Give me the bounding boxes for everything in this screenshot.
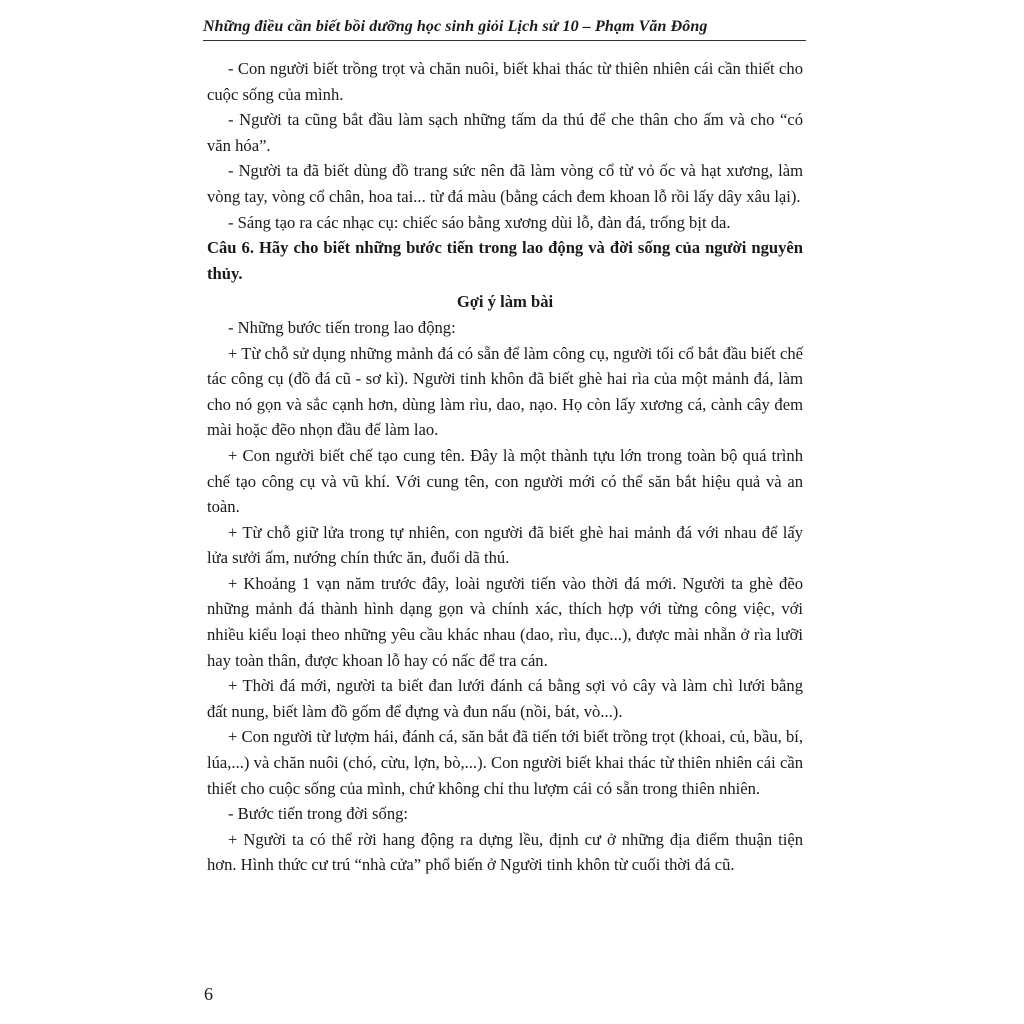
answer-subheading: Gợi ý làm bài [456,292,554,312]
paragraph: - Con người biết trồng trọt và chăn nuôi, biết khai thác từ thiên nhiên cái cần thiết cho cuộc sống của mình. [207,59,803,104]
page-body [207,56,803,878]
answer-paragraph: + Từ chỗ giữ lửa trong tự nhiên, con người đã biết ghè hai mảnh đá với nhau để lấy lửa sưởi ấm, nướng chín thức ăn, đuổi dã thú. [207,522,803,568]
answer-paragraph: + Con người biết chế tạo cung tên. Đây là một thành tựu lớn trong toàn bộ quá trình chế tạo công cụ và vũ khí. Với cung tên, con người mới có thể săn bắt hiệu quả và an toàn. [207,445,803,517]
answer-paragraph: - Những bước tiến trong lao động: [228,317,456,337]
question-heading: Câu 6. Hãy cho biết những bước tiến trong lao động và đời sống của người nguyên thủy. [207,238,803,283]
running-header: Những điều cần biết bồi dưỡng học sinh giỏi Lịch sử 10 – Phạm Văn Đông [203,18,806,41]
answer-paragraph: + Từ chỗ sử dụng những mảnh đá có sẵn để làm công cụ, người tối cổ bắt đầu biết chế tác công cụ (đồ đá cũ - sơ kì). Người tinh khôn đã biết ghè hai rìa của một mảnh đá, làm cho nó gọn và sắc cạnh hơn, dùng làm rìu, dao, nạo. Họ còn lấy xương cá, cành cây đem mài hoặc đẽo nhọn đầu để làm lao. [207,343,803,440]
paragraph: - Sáng tạo ra các nhạc cụ: chiếc sáo bằng xương dùi lỗ, đàn đá, trống bịt da. [228,212,731,232]
answer-paragraph: - Bước tiến trong đời sống: [228,804,409,824]
answer-paragraph: + Khoảng 1 vạn năm trước đây, loài người tiến vào thời đá mới. Người ta ghè đẽo những mảnh đá thành hình dạng gọn và chính xác, thích hợp với từng công việc, với nhiều kiểu loại theo những yêu cầu khác nhau (dao, rìu, đục...), được mài nhẵn ở rìa lưỡi hay toàn thân, được khoan lỗ hay có nấc để tra cán. [207,573,803,670]
answer-paragraph: + Thời đá mới, người ta biết đan lưới đánh cá bằng sợi vỏ cây và làm chì lưới bằng đất nung, biết làm đồ gốm để đựng và đun nấu (nồi, bát, vò...). [207,676,803,721]
paragraph: - Người ta cũng bắt đầu làm sạch những tấm da thú để che thân cho ấm và cho “có văn hóa”. [207,110,803,155]
answer-paragraph: + Con người từ lượm hái, đánh cá, săn bắt đã tiến tới biết trồng trọt (khoai, củ, bầu, bí, lúa,...) và chăn nuôi (chó, cừu, lợn, bò,...). Con người biết khai thác từ thiên nhiên cái cần thiết cho cuộc sống của mình, chứ không chỉ thu lượm cái có sẵn trong thiên nhiên. [207,727,803,798]
page-number: 6 [204,984,213,1004]
paragraph: - Người ta đã biết dùng đồ trang sức nên đã làm vòng cổ từ vỏ ốc và hạt xương, làm vòng tay, vòng cổ chân, hoa tai... từ đá màu (bằng cách đem khoan lỗ rồi lấy dây xâu lại). [207,161,803,206]
answer-paragraph: + Người ta có thể rời hang động ra dựng lều, định cư ở những địa điểm thuận tiện hơn. Hình thức cư trú “nhà cửa” phổ biến ở Người tinh khôn từ cuối thời đá cũ. [207,829,803,875]
